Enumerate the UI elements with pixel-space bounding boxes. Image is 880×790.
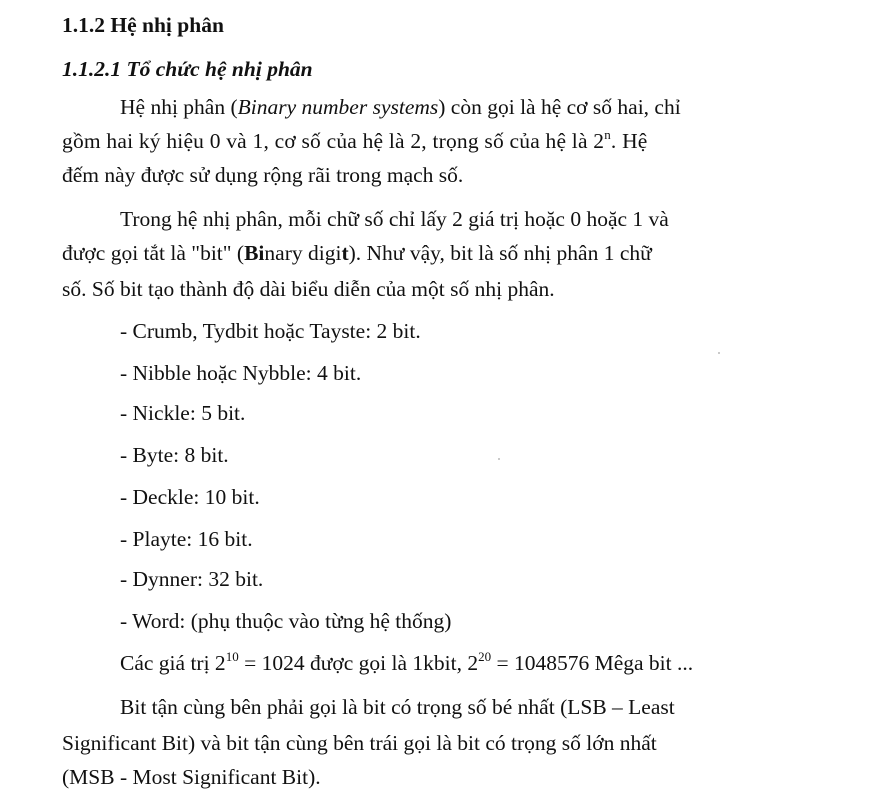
binary-number-systems-term: Binary number systems xyxy=(237,95,439,119)
values-part2: = 1024 được gọi là 1kbit, 2 xyxy=(238,651,479,675)
scan-speck xyxy=(498,458,500,460)
paragraph3-line3: (MSB - Most Significant Bit). xyxy=(62,765,321,789)
list-item: - Playte: 16 bit. xyxy=(120,527,253,551)
subsection-heading: 1.1.2.1 Tổ chức hệ nhị phân xyxy=(62,57,313,81)
values-part1: Các giá trị 2 xyxy=(120,651,226,675)
scan-speck xyxy=(718,352,720,354)
exponent-10: 10 xyxy=(225,648,239,664)
paragraph1-line2-end: . Hệ xyxy=(610,129,648,153)
exponent-20: 20 xyxy=(478,648,492,664)
paragraph2-line2-prefix: được gọi tắt là "bit" ( xyxy=(62,241,245,265)
paragraph1-line1 xyxy=(120,94,822,120)
binary-bold-letters: Bi xyxy=(244,241,265,265)
paragraph1-line1-prefix: Hệ nhị phân ( xyxy=(120,95,238,119)
paragraph1-line2 xyxy=(62,128,648,154)
paragraph1-line2-main: gồm hai ký hiệu 0 và 1, cơ số của hệ là 2, trọng số của hệ là 2 xyxy=(62,129,605,153)
paragraph3-line1: Bit tận cùng bên phải gọi là bit có trọng số bé nhất (LSB – Least xyxy=(120,695,675,719)
paragraph2-line1: Trong hệ nhị phân, mỗi chữ số chỉ lấy 2 giá trị hoặc 0 hoặc 1 và xyxy=(120,207,669,231)
digit-bold-letter: t xyxy=(341,241,349,265)
list-item: - Byte: 8 bit. xyxy=(120,443,229,467)
paragraph1-line1-suffix: ) còn gọi là hệ cơ số hai, chỉ xyxy=(438,95,681,119)
list-item: - Word: (phụ thuộc vào từng hệ thống) xyxy=(120,609,452,633)
paragraph2-line2 xyxy=(62,240,652,266)
list-item: - Deckle: 10 bit. xyxy=(120,485,260,509)
paragraph1-line3: đếm này được sử dụng rộng rãi trong mạch số. xyxy=(62,163,464,187)
list-item: - Nibble hoặc Nybble: 4 bit. xyxy=(120,361,362,385)
paragraph3-line2: Significant Bit) và bit tận cùng bên trái gọi là bit có trọng số lớn nhất xyxy=(62,731,657,755)
paragraph2-line3: số. Số bit tạo thành độ dài biểu diễn của một số nhị phân. xyxy=(62,277,555,301)
list-item: - Crumb, Tydbit hoặc Tayste: 2 bit. xyxy=(120,319,421,343)
binary-digit-middle: nary digi xyxy=(264,241,342,265)
exponent-n: n xyxy=(604,126,611,142)
values-line xyxy=(120,650,693,676)
list-item: - Dynner: 32 bit. xyxy=(120,567,264,591)
values-part3: = 1048576 Mêga bit ... xyxy=(491,651,694,675)
paragraph2-line2-suffix: ). Như vậy, bit là số nhị phân 1 chữ xyxy=(348,241,652,265)
section-heading: 1.1.2 Hệ nhị phân xyxy=(62,13,224,37)
list-item: - Nickle: 5 bit. xyxy=(120,401,246,425)
